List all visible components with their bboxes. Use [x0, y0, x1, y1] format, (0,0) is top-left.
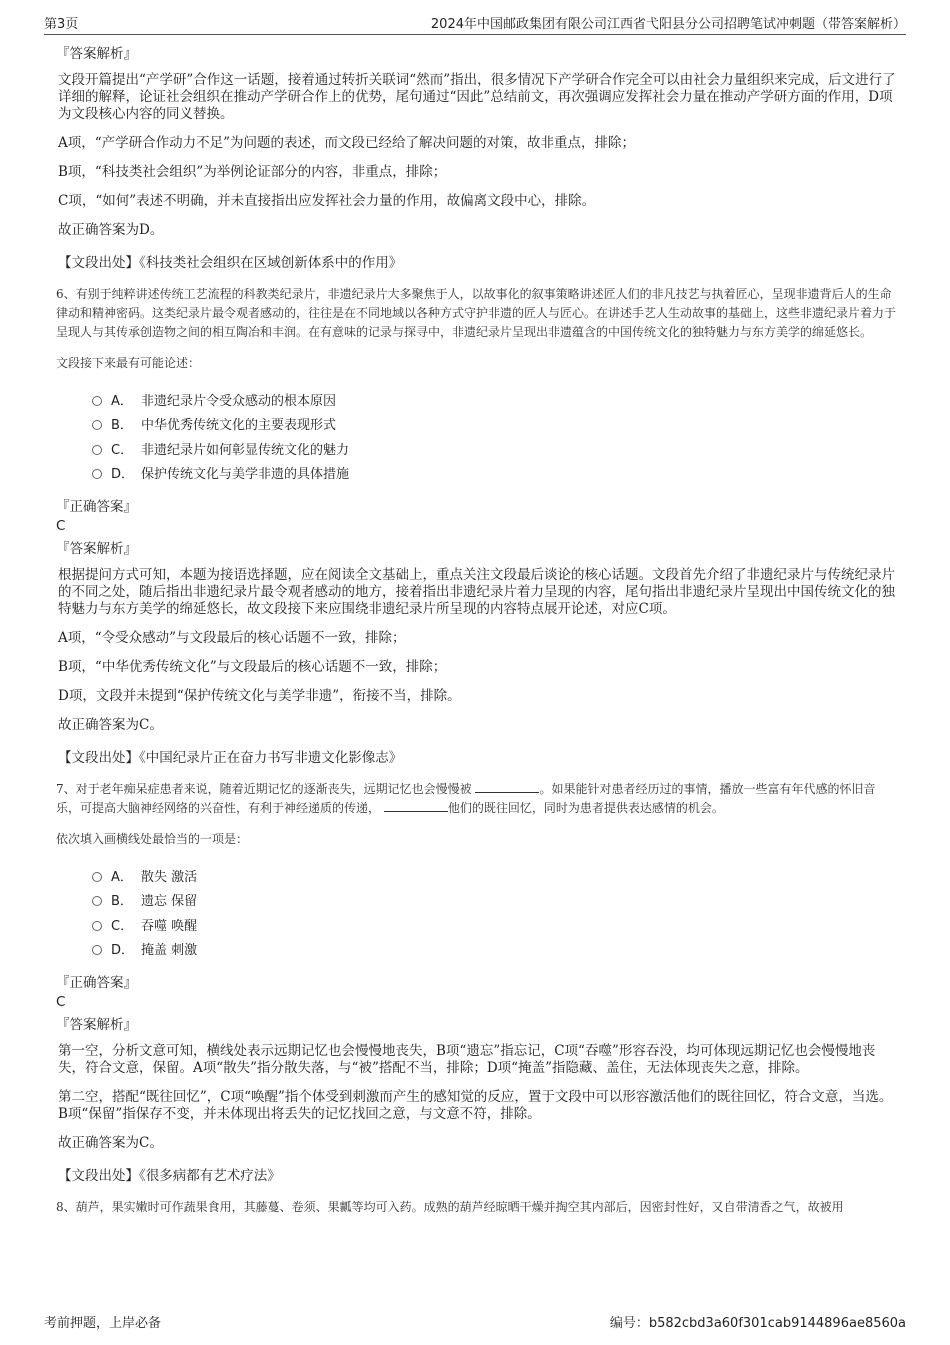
footer-slogan: 考前押题，上岸必备 — [44, 1316, 162, 1331]
page-header — [44, 12, 906, 35]
radio-icon[interactable] — [92, 469, 102, 479]
source-label: 【文段出处】 — [58, 750, 139, 766]
main-content — [56, 42, 898, 1229]
option-d[interactable] — [92, 461, 898, 486]
analysis-label: 『答案解析』 — [56, 541, 137, 557]
option-text: 非遗纪录片如何彰显传统文化的魅力 — [141, 442, 350, 458]
fill-blank — [475, 781, 539, 793]
analysis-label: 『答案解析』 — [56, 46, 137, 62]
option-d[interactable] — [92, 937, 898, 962]
radio-icon[interactable] — [92, 945, 102, 955]
option-letter: A． — [111, 869, 133, 885]
fill-blank — [384, 800, 448, 812]
option-c[interactable] — [92, 912, 898, 937]
analysis-paragraph: 第二空，搭配“既往回忆”，C项“唤醒”指个体受到刺激而产生的感知觉的反应，置于文段中可以形容激活他们的既往回忆，符合文意，当选。B项“保留”指保存不变，并未体现出将丢失的记忆找回之意，与文意不符，排除。 — [58, 1089, 893, 1122]
analysis-paragraph: D项，文段并未提到“保护传统文化与美学非遗”，衔接不当，排除。 — [58, 688, 461, 704]
code-value: b582cbd3a60f301cab9144896ae8560a — [648, 1316, 906, 1331]
option-letter: A． — [111, 393, 133, 409]
analysis-paragraph: 故正确答案为D。 — [58, 222, 164, 238]
document-title: 2024年中国邮政集团有限公司江西省弋阳县分公司招聘笔试冲刺题（带答案解析） — [430, 17, 906, 32]
option-letter: D． — [111, 943, 135, 959]
option-text: 遗忘 保留 — [141, 894, 198, 910]
radio-icon[interactable] — [92, 396, 102, 406]
correct-answer: C — [56, 518, 66, 534]
option-text: 保护传统文化与美学非遗的具体措施 — [141, 467, 350, 483]
analysis-paragraph: 故正确答案为C。 — [58, 1135, 163, 1151]
question-6-text: 6、有别于纯粹讲述传统工艺流程的科教类纪录片，非遗纪录片大多聚焦于人，以故事化的叙事策略讲述匠人们的非凡技艺与执着匠心，呈现非遗背后人的生命律动和精神密码。这类纪录片最令观者感动的，往往是在不同地域以各种方式守护非遗的匠人与匠心。在讲述手艺人生动故事的基础上，这些非遗纪录片着力于呈现人与其传承创造物之间的相互陶冶和丰润。在有意味的记录与探寻中，非遗纪录片呈现出非遗蕴含的中国传统文化的独特魅力与东方美学的绵延悠长。 — [56, 287, 897, 339]
question-text-part: 7、对于老年痴呆症患者来说，随着近期记忆的逐渐丧失，远期记忆也会慢慢被 — [56, 782, 472, 796]
radio-icon[interactable] — [92, 896, 102, 906]
source-citation — [56, 251, 898, 271]
question-text-part: 他们的既往回忆，同时为患者提供表达感情的机会。 — [447, 801, 724, 815]
source-citation — [56, 1164, 898, 1184]
option-text: 掩盖 刺激 — [141, 943, 198, 959]
radio-icon[interactable] — [92, 921, 102, 931]
radio-icon[interactable] — [92, 872, 102, 882]
source-citation — [56, 746, 898, 766]
question-7-options — [92, 863, 898, 961]
option-c[interactable] — [92, 436, 898, 461]
option-text: 吞噬 唤醒 — [141, 918, 198, 934]
option-a[interactable] — [92, 863, 898, 888]
analysis-paragraph: 第一空，分析文意可知，横线处表示远期记忆也会慢慢地丧失，B项“遗忘”指忘记，C项“吞噬”形容吞没，均可体现远期记忆也会慢慢地丧失，符合文意，保留。A项“散失”指分散失落，与“被”搭配不当，排除；D项“掩盖”指隐藏、盖住，无法体现丧失之意，排除。 — [58, 1043, 876, 1076]
correct-answer: C — [56, 994, 66, 1010]
correct-answer-label: 『正确答案』 — [56, 499, 137, 515]
document-code — [610, 1312, 906, 1330]
analysis-paragraph: B项，“科技类社会组织”为举例论证部分的内容，非重点，排除； — [58, 164, 447, 180]
analysis-paragraph: A项，“令受众感动”与文段最后的核心话题不一致，排除； — [58, 630, 406, 646]
option-letter: B． — [111, 418, 133, 434]
option-letter: D． — [111, 467, 135, 483]
correct-answer-label: 『正确答案』 — [56, 975, 137, 991]
radio-icon[interactable] — [92, 445, 102, 455]
question-7-text — [56, 780, 898, 818]
option-letter: C． — [111, 918, 134, 934]
option-text: 散失 激活 — [141, 869, 198, 885]
page-footer — [44, 1312, 906, 1330]
analysis-paragraph: 文段开篇提出“产学研”合作这一话题，接着通过转折关联词“然而”指出，很多情况下产学研合作完全可以由社会力量组织来完成，后文进行了详细的解释，论证社会组织在推动产学研合作上的优势，尾句通过“因此”总结前文，再次强调应发挥社会力量在推动产学研方面的作用，D项为文段核心内容的同义替换。 — [58, 72, 896, 122]
option-text: 非遗纪录片令受众感动的根本原因 — [141, 393, 337, 409]
question-8-text: 8、葫芦，果实嫩时可作蔬果食用，其藤蔓、卷须、果瓤等均可入药。成熟的葫芦经晾晒干燥并掏空其内部后，因密封性好，又自带清香之气，故被用 — [56, 1200, 844, 1214]
option-b[interactable] — [92, 412, 898, 437]
analysis-paragraph: B项，“中华优秀传统文化”与文段最后的核心话题不一致，排除； — [58, 659, 447, 675]
analysis-paragraph: 故正确答案为C。 — [58, 717, 163, 733]
source-label: 【文段出处】 — [58, 1168, 139, 1184]
option-a[interactable] — [92, 387, 898, 412]
source-title: 《科技类社会组织在区域创新体系中的作用》 — [139, 255, 403, 271]
question-7-prompt: 依次填入画横线处最恰当的一项是： — [56, 832, 249, 846]
source-label: 【文段出处】 — [58, 255, 139, 271]
question-text-part: 。如果能针对患者经历过的事情，播放一些富有年代感的怀旧音乐，可提高大脑神经网络的兴奋性，有利于神经递质的传递， — [56, 782, 876, 815]
analysis-paragraph: C项，“如何”表述不明确，并未直接指出应发挥社会力量的作用，故偏离文段中心，排除。 — [58, 193, 596, 209]
source-title: 《很多病都有艺术疗法》 — [139, 1168, 281, 1184]
option-b[interactable] — [92, 888, 898, 913]
radio-icon[interactable] — [92, 420, 102, 430]
code-label: 编号： — [609, 1316, 649, 1331]
option-letter: B． — [111, 894, 133, 910]
question-6-prompt: 文段接下来最有可能论述： — [56, 356, 201, 370]
question-6-options — [92, 387, 898, 485]
source-title: 《中国纪录片正在奋力书写非遗文化影像志》 — [139, 750, 403, 766]
option-letter: C． — [111, 442, 134, 458]
page-number: 第3页 — [44, 17, 79, 32]
analysis-paragraph: A项，“产学研合作动力不足”为问题的表述，而文段已经给了解决问题的对策，故非重点，排除； — [58, 135, 636, 151]
analysis-paragraph: 根据提问方式可知，本题为接语选择题，应在阅读全文基础上，重点关注文段最后谈论的核心话题。文段首先介绍了非遗纪录片与传统纪录片的不同之处，随后指出非遗纪录片最令观者感动的地方，接着指出非遗纪录片着力呈现的内容，尾句指出非遗纪录片呈现出中国传统文化的独特魅力与东方美学的绵延悠长，故文段接下来应围绕非遗纪录片所呈现的内容特点展开论述，对应C项。 — [58, 567, 895, 617]
option-text: 中华优秀传统文化的主要表现形式 — [141, 418, 337, 434]
analysis-label: 『答案解析』 — [56, 1017, 137, 1033]
